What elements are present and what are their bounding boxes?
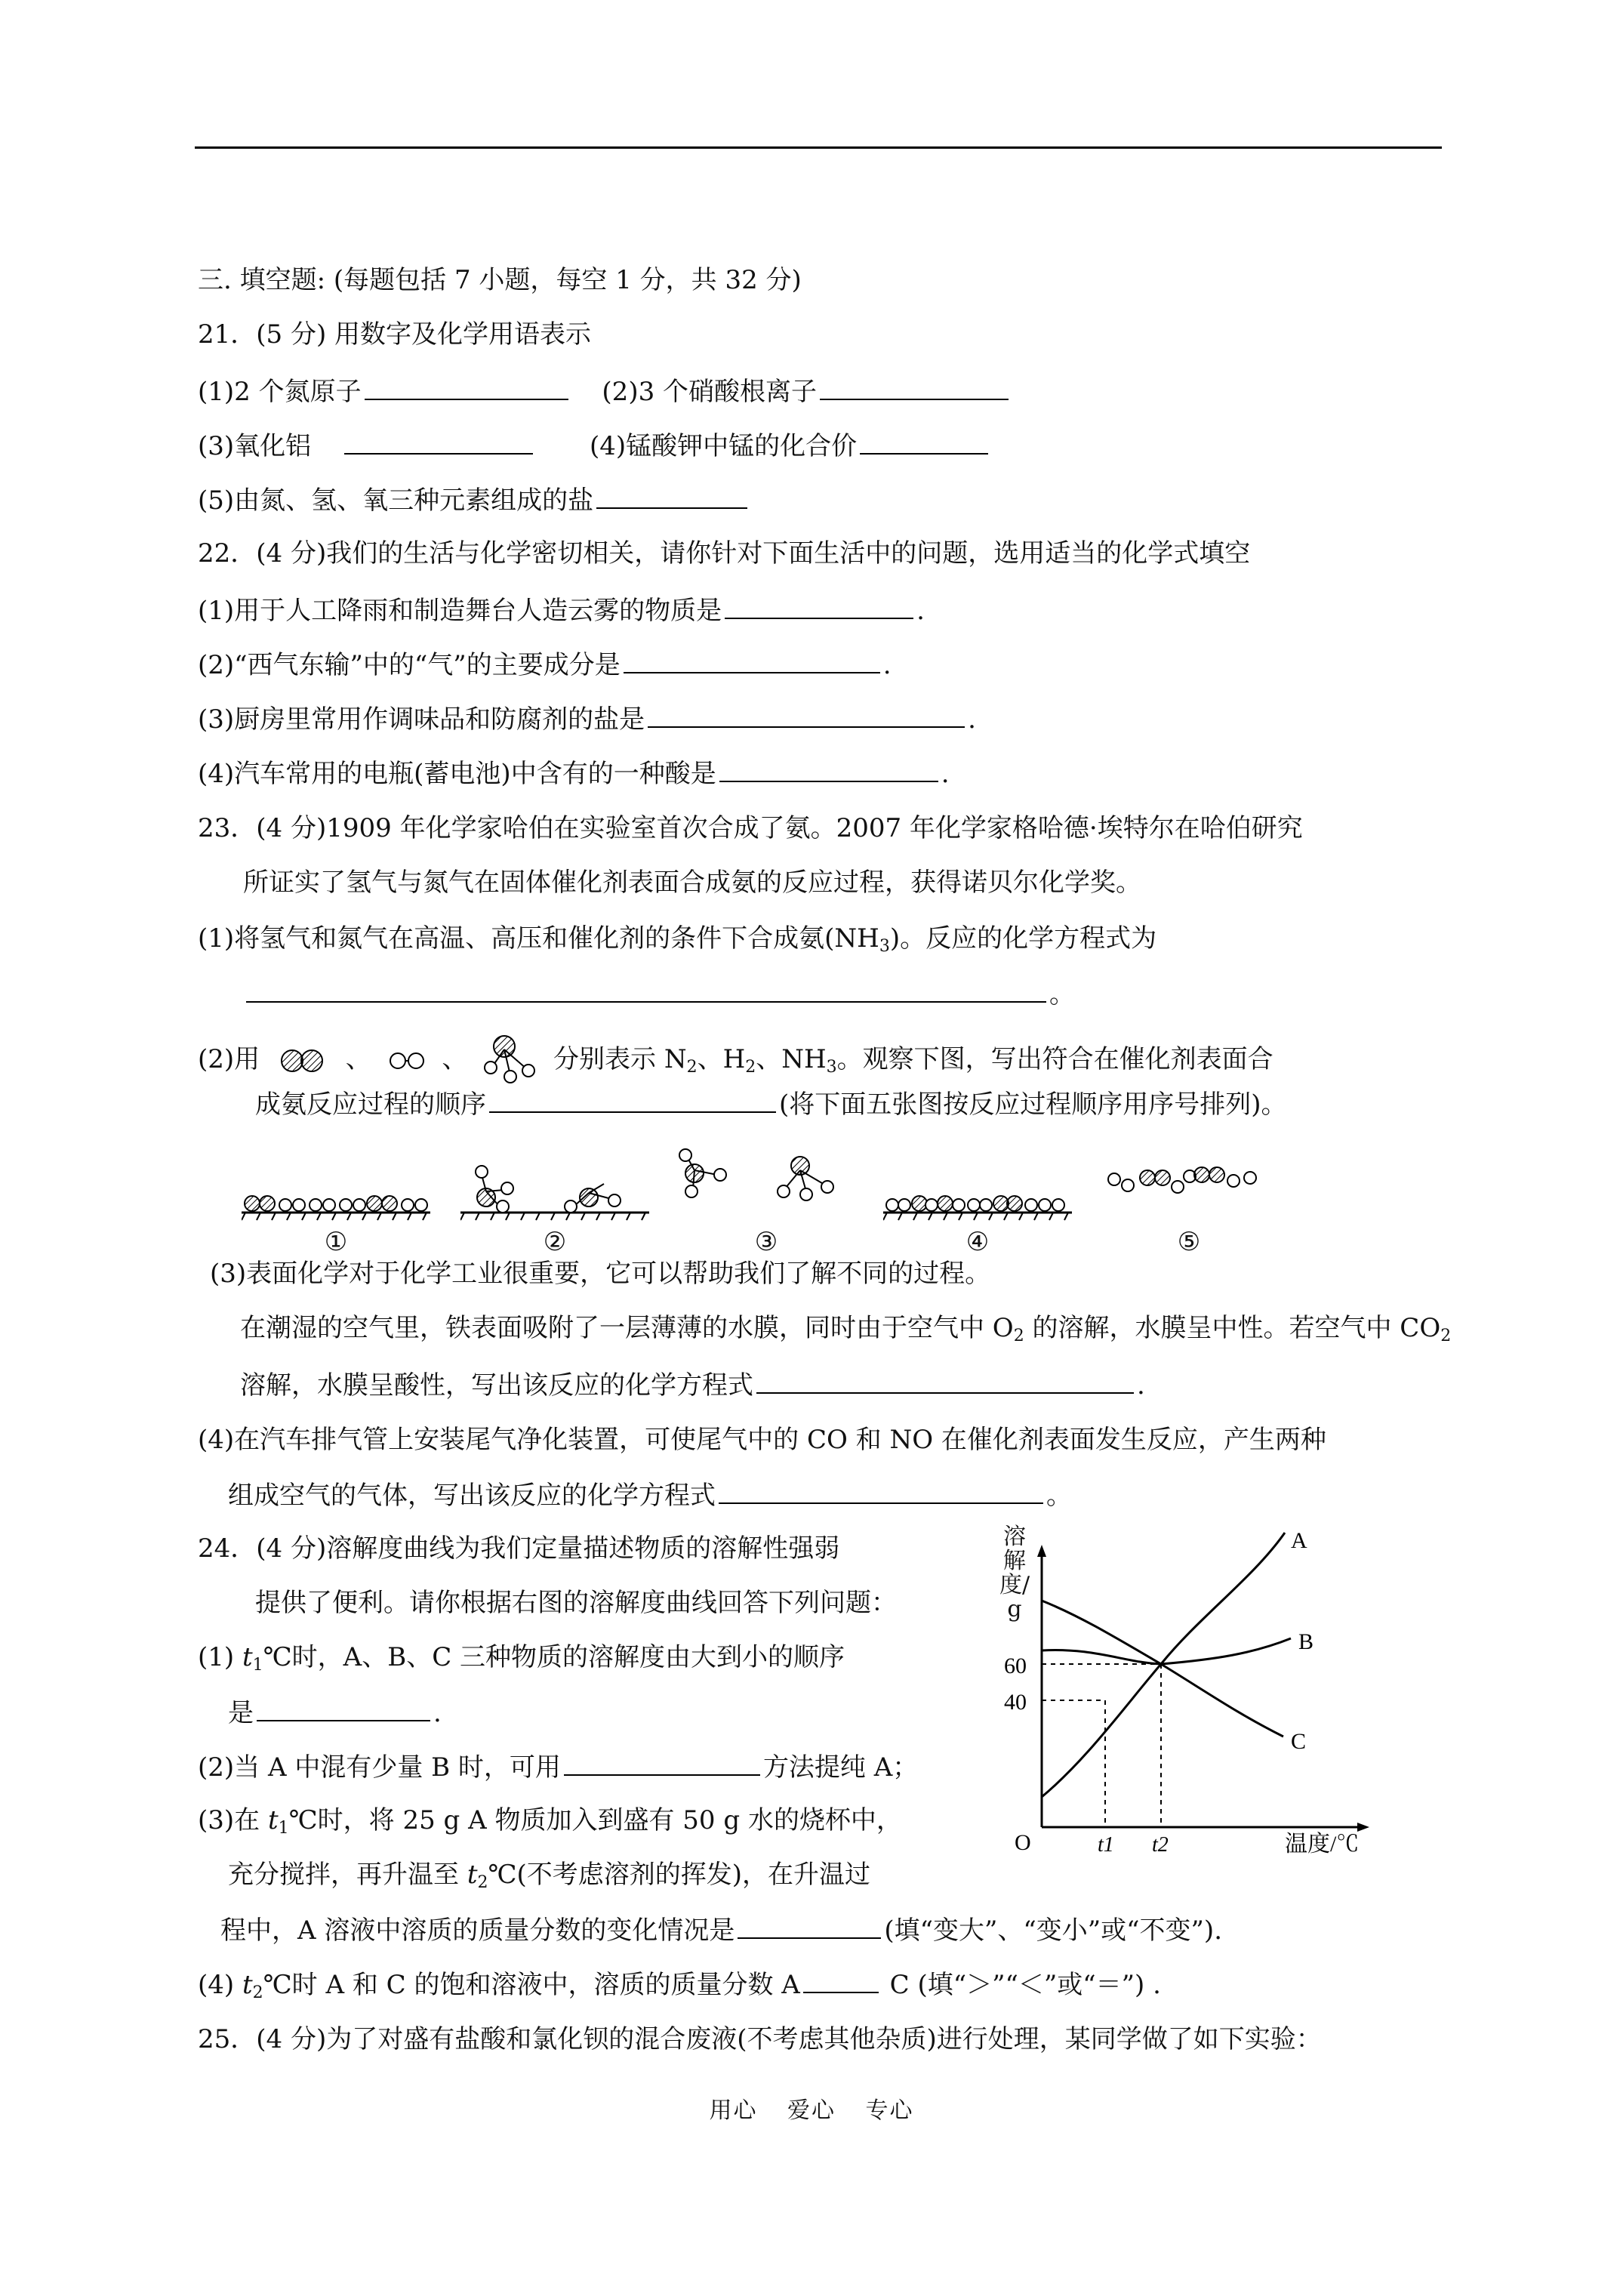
panel-label: ④	[965, 1227, 990, 1257]
q22-part1: (1)用于人工降雨和制造舞台人造云雾的物质是 .	[198, 592, 925, 628]
answer-blank[interactable]	[756, 1367, 1134, 1394]
q24-part1-answer: 是 .	[228, 1694, 442, 1730]
solubility-chart	[999, 1524, 1381, 1872]
nh3-molecule-icon	[480, 1031, 540, 1084]
series-label-c: C	[1291, 1729, 1307, 1754]
q23-stem: 23．(4 分)1909 年化学家哈伯在实验室首次合成了氨。2007 年化学家格哈德·埃特尔在哈伯研究	[198, 813, 1303, 843]
answer-blank[interactable]	[725, 592, 913, 619]
series-label-b: B	[1298, 1629, 1314, 1654]
reaction-panel-5	[1095, 1163, 1283, 1268]
answer-blank[interactable]	[820, 373, 1009, 400]
q24-part3-answer: 程中，A 溶液中溶质的质量分数的变化情况是 (填“变大”、“变小”或“不变”).	[220, 1912, 1222, 1948]
q23-part3-text: 在潮湿的空气里，铁表面吸附了一层薄薄的水膜，同时由于空气中 $O_2$ 的溶解，水膜呈中性。若空气中 $CO_2$	[240, 1313, 1452, 1345]
reaction-diagram-row	[226, 1163, 1283, 1268]
q21-row1: (1)2 个氮原子 (2)3 个硝酸根离子	[198, 373, 1012, 409]
answer-blank[interactable]	[648, 701, 965, 728]
origin-label: O	[1015, 1830, 1031, 1855]
q24-part3-cont: 充分搅拌，再升温至 $t_2℃$(不考虑溶剂的挥发)，在升温过	[228, 1860, 871, 1892]
series-label-a: A	[1291, 1528, 1307, 1553]
answer-blank[interactable]	[489, 1086, 776, 1113]
answer-blank[interactable]	[596, 482, 747, 509]
answer-blank[interactable]	[257, 1694, 430, 1721]
q21-row2: (3)氧化铝 (4)锰酸钾中锰的化合价	[198, 427, 991, 464]
page-footer: 用心 爱心 专心	[709, 2097, 914, 2124]
section-heading: 三. 填空题: (每题包括 7 小题，每空 1 分，共 32 分)	[198, 265, 802, 295]
curve-c	[1042, 1601, 1283, 1737]
q25-stem: 25．(4 分)为了对盛有盐酸和氯化钡的混合废液(不考虑其他杂质)进行处理，某同学做了如下实验：	[198, 2024, 1322, 2054]
q24-part2: (2)当 A 中混有少量 B 时，可用 方法提纯 A；	[198, 1749, 918, 1785]
q24-part4: (4) $t_2℃$时 A 和 C 的饱和溶液中，溶质的质量分数 A C (填“＞”“＜”或“＝”) .	[198, 1966, 1161, 2002]
q23-part2-cont: 成氨反应过程的顺序 (将下面五张图按反应过程顺序用序号排列)。	[255, 1086, 1287, 1122]
q23-stem-cont: 所证实了氢气与氮气在固体催化剂表面合成氨的反应过程，获得诺贝尔化学奖。	[243, 868, 1141, 898]
x-axis-label: 温度/℃	[1285, 1832, 1360, 1857]
x-tick-t1: t1	[1098, 1833, 1114, 1857]
q23-part4: (4)在汽车排气管上安装尾气净化装置，可使尾气中的 CO 和 NO 在催化剂表面发生反应，产生两种	[198, 1425, 1326, 1455]
answer-blank[interactable]	[719, 1477, 1043, 1504]
reaction-panel-1	[242, 1163, 430, 1268]
q23-part1: (1)将氢气和氮气在高温、高压和催化剂的条件下合成氨$(NH_3)$。反应的化学方程式为	[198, 923, 1157, 956]
q24-part1: (1) $t_1℃$时，A、B、C 三种物质的溶解度由大到小的顺序	[198, 1642, 845, 1675]
h2-molecule-icon	[384, 1046, 430, 1076]
x-axis-arrow-icon	[1357, 1823, 1369, 1832]
q24-part3: (3)在 $t_1℃$时，将 25 g A 物质加入到盛有 50 g 水的烧杯中，	[198, 1805, 902, 1838]
panel-label: ①	[324, 1227, 348, 1257]
q23-part3-answer: 溶解，水膜呈酸性，写出该反应的化学方程式 .	[240, 1367, 1145, 1403]
answer-blank[interactable]	[365, 373, 568, 400]
q23-part4-answer: 组成空气的气体，写出该反应的化学方程式 。	[228, 1477, 1072, 1513]
x-tick-t2: t2	[1152, 1833, 1169, 1857]
q22-part2: (2)“西气东输”中的“气”的主要成分是 .	[198, 646, 892, 683]
answer-blank[interactable]	[246, 975, 1046, 1003]
curve-b	[1042, 1638, 1291, 1664]
q22-stem: 22．(4 分)我们的生活与化学密切相关，请你针对下面生活中的问题，选用适当的化学式填空	[198, 538, 1251, 569]
q22-part4: (4)汽车常用的电瓶(蓄电池)中含有的一种酸是 .	[198, 755, 950, 791]
panel-label: ②	[543, 1227, 567, 1257]
answer-blank[interactable]	[344, 427, 533, 455]
y-axis-arrow-icon	[1037, 1545, 1046, 1557]
reaction-panel-2	[460, 1163, 649, 1268]
q21-stem: 21．(5 分) 用数字及化学用语表示	[198, 319, 592, 350]
q24-stem-cont: 提供了便利。请你根据右图的溶解度曲线回答下列问题：	[255, 1588, 897, 1618]
top-rule	[195, 146, 1442, 149]
panel-label: ③	[754, 1227, 778, 1257]
q23-part1-answer: 。	[243, 975, 1075, 1012]
y-tick-60: 60	[1004, 1653, 1027, 1678]
q24-stem: 24．(4 分)溶解度曲线为我们定量描述物质的溶解性强弱	[198, 1533, 840, 1564]
panel-label: ⑤	[1177, 1227, 1201, 1257]
answer-blank[interactable]	[738, 1912, 881, 1939]
answer-blank[interactable]	[860, 427, 988, 455]
reaction-panel-3	[672, 1163, 861, 1268]
q22-part3: (3)厨房里常用作调味品和防腐剂的盐是 .	[198, 701, 976, 737]
q23-part2: (2)用 、 、 分别表示 $N_2$、$H_2$、$NH_3$。观察下图，写出符合在催化剂表面合	[198, 1031, 1273, 1084]
q23-part3: (3)表面化学对于化学工业很重要，它可以帮助我们了解不同的过程。	[210, 1259, 991, 1289]
y-tick-40: 40	[1004, 1690, 1027, 1715]
answer-blank[interactable]	[624, 646, 880, 673]
answer-blank[interactable]	[803, 1966, 879, 1993]
n2-molecule-icon	[273, 1046, 333, 1076]
reaction-panel-4	[883, 1163, 1072, 1268]
q21-row3: (5)由氮、氢、氧三种元素组成的盐	[198, 482, 750, 518]
answer-blank[interactable]	[719, 755, 938, 782]
answer-blank[interactable]	[564, 1749, 760, 1776]
y-axis-label: 溶解度/g	[999, 1524, 1030, 1623]
